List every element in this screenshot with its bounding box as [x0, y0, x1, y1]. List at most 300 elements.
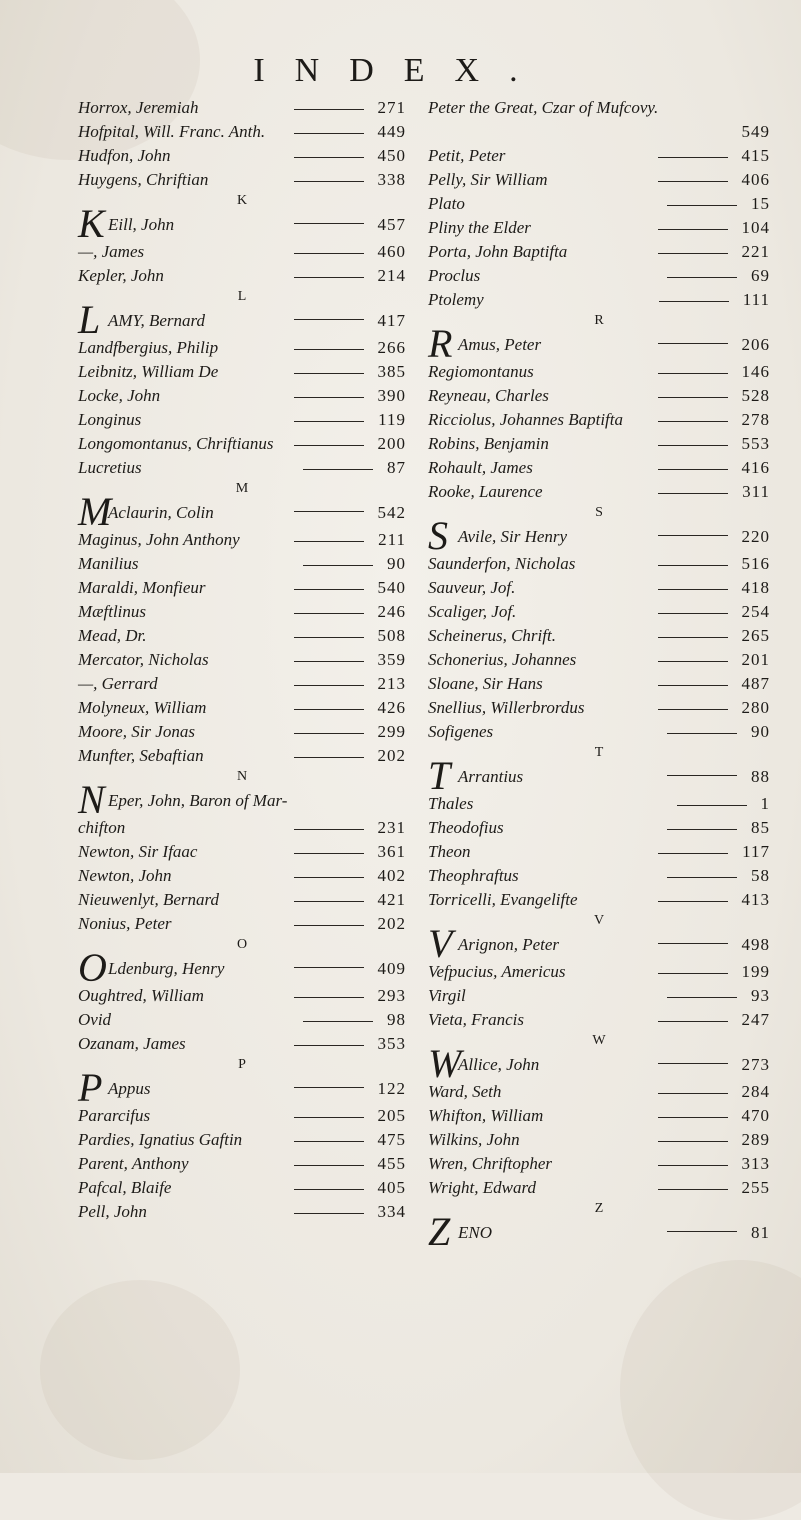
entry-text: Eill, John [108, 215, 175, 234]
entry-name [78, 816, 125, 840]
index-entry [78, 96, 406, 120]
leader-dash [658, 421, 728, 422]
leader-dash [658, 445, 728, 446]
entry-text: Robins, Benjamin [428, 434, 549, 453]
page-number: 390 [377, 386, 406, 405]
entry-text: Nieuwenlyt, Bernard [78, 890, 220, 909]
entry-name [78, 528, 240, 552]
entry-text: Horrox, Jeremiah [78, 98, 199, 117]
page-number: 284 [741, 1082, 770, 1101]
entry-name [428, 552, 575, 576]
leader-dash [294, 709, 364, 710]
entry-text: Munfter, Sebaftian [78, 746, 204, 765]
index-entry [428, 753, 770, 798]
page-number: 93 [751, 986, 770, 1005]
page-number: 254 [741, 602, 770, 621]
entry-name [428, 624, 556, 648]
entry-text: Ricciolus, Johannes Baptifta [428, 410, 623, 429]
leader-dash [294, 1165, 364, 1166]
entry-name [428, 384, 549, 408]
leader-dash [294, 589, 364, 590]
leader-dash [658, 397, 728, 398]
leader-dash [667, 733, 737, 734]
entry-text: Moore, Sir Jonas [78, 722, 195, 741]
index-entry [78, 264, 406, 288]
entry-text: Eper, John, Baron of Mar- [108, 791, 288, 810]
entry-name [78, 912, 172, 936]
index-entry [78, 576, 406, 600]
page-number: 273 [741, 1055, 770, 1074]
section-letter: Z [594, 1201, 604, 1216]
section-letter: K [236, 193, 248, 208]
entry-text: —, James [78, 242, 145, 261]
page-number: 265 [741, 626, 770, 645]
entry-text: Saunderfon, Nicholas [428, 554, 576, 573]
index-entry [78, 777, 406, 822]
entry-text: Peter the Great, Czar of Mufcovy. [428, 98, 659, 117]
left-index-column [78, 96, 406, 1224]
entry-name [78, 840, 197, 864]
entry-text: Ovid [78, 1010, 112, 1029]
index-entry [428, 432, 770, 456]
index-entry [428, 1152, 770, 1176]
page-number: 201 [741, 650, 770, 669]
index-entry [78, 600, 406, 624]
entry-name [428, 1008, 524, 1032]
page-number: 470 [741, 1106, 770, 1125]
entry-name [428, 888, 578, 912]
index-entry [78, 1200, 406, 1224]
index-entry [428, 480, 770, 504]
leader-dash [658, 157, 728, 158]
entry-name [78, 360, 218, 384]
page-number: 220 [741, 527, 770, 546]
entry-text: Allice, John [458, 1055, 540, 1074]
page-number: 146 [741, 362, 770, 381]
index-entry [428, 648, 770, 672]
section-letter: P [238, 1057, 246, 1072]
entry-text: Pelly, Sir William [428, 170, 548, 189]
index-entry [428, 960, 770, 984]
entry-text: Mæftlinus [78, 602, 147, 621]
drop-capital: M [78, 489, 112, 534]
entry-text: Pliny the Elder [428, 218, 531, 237]
index-entry [428, 552, 770, 576]
page-number: 255 [741, 1178, 770, 1197]
entry-name [428, 456, 533, 480]
leader-dash [658, 685, 728, 686]
section-letter: S [595, 505, 603, 520]
leader-dash [303, 469, 373, 470]
page-number: 359 [377, 650, 406, 669]
leader-dash [658, 613, 728, 614]
entry-text: Hudfon, John [78, 146, 171, 165]
drop-capital: L [78, 297, 101, 342]
leader-dash [294, 829, 364, 830]
index-entry [78, 456, 406, 480]
page-number: 542 [377, 503, 406, 522]
leader-dash [294, 133, 364, 134]
index-entry [428, 840, 770, 864]
entry-text: Scheinerus, Chrift. [428, 626, 556, 645]
entry-name [428, 840, 471, 864]
page-number: 98 [387, 1010, 406, 1029]
entry-text: Ptolemy [428, 290, 484, 309]
page-number: 104 [741, 218, 770, 237]
entry-name [428, 1152, 552, 1176]
index-entry [428, 1080, 770, 1104]
entry-name [78, 1008, 111, 1032]
leader-dash [658, 469, 728, 470]
entry-name [78, 168, 208, 192]
entry-text: Torricelli, Evangelifte [428, 890, 578, 909]
entry-name [78, 696, 206, 720]
page-number: 413 [741, 890, 770, 909]
leader-dash [294, 613, 364, 614]
page-title: INDEX. [253, 52, 548, 89]
entry-name [428, 360, 534, 384]
entry-text: Porta, John Baptifta [428, 242, 568, 261]
index-entry [78, 168, 406, 192]
index-entry [428, 624, 770, 648]
leader-dash [294, 511, 364, 512]
page-number: 299 [377, 722, 406, 741]
entry-text: Longomontanus, Chriftianus [78, 434, 274, 453]
drop-capital: S [428, 513, 448, 558]
leader-dash [659, 301, 729, 302]
page-number: 449 [377, 122, 406, 141]
index-entry [78, 144, 406, 168]
leader-dash [658, 1189, 728, 1190]
entry-name [428, 432, 549, 456]
leader-dash [667, 829, 737, 830]
page-number: 426 [377, 698, 406, 717]
index-entry [78, 360, 406, 384]
entry-name [78, 456, 142, 480]
index-entry [428, 144, 770, 168]
page-number: 247 [741, 1010, 770, 1029]
section-letter: W [592, 1033, 606, 1048]
entry-text: Wren, Chriftopher [428, 1154, 553, 1173]
page-number: 460 [377, 242, 406, 261]
entry-name [78, 744, 204, 768]
entry-name [78, 432, 274, 456]
leader-dash [294, 277, 364, 278]
index-entry [78, 1065, 406, 1110]
entry-name [78, 120, 265, 144]
leader-dash [294, 1213, 364, 1214]
entry-name [428, 513, 568, 558]
index-entry [78, 672, 406, 696]
page-number: 211 [378, 530, 406, 549]
index-entry [78, 840, 406, 864]
index-entry [428, 192, 770, 216]
index-entry [78, 648, 406, 672]
index-entry [428, 384, 770, 408]
page-number: 409 [377, 959, 406, 978]
entry-name [428, 192, 465, 216]
index-entry [428, 1209, 770, 1254]
page-number: 271 [377, 98, 406, 117]
drop-capital: R [428, 321, 453, 366]
drop-capital: N [78, 777, 105, 822]
entry-name [428, 1176, 536, 1200]
entry-text: Sloane, Sir Hans [428, 674, 543, 693]
entry-name [78, 888, 219, 912]
index-entry [78, 297, 406, 342]
leader-dash [294, 181, 364, 182]
entry-name [428, 720, 493, 744]
page-number: 417 [377, 311, 406, 330]
page-number: 293 [377, 986, 406, 1005]
leader-dash [294, 253, 364, 254]
section-letter: N [236, 769, 248, 784]
page-number: 405 [377, 1178, 406, 1197]
entry-name [428, 753, 524, 798]
section-letter: L [237, 289, 247, 304]
entry-name [428, 696, 584, 720]
entry-name [428, 168, 547, 192]
leader-dash [294, 685, 364, 686]
leader-dash [658, 343, 728, 344]
leader-dash [294, 853, 364, 854]
entry-name [428, 672, 543, 696]
entry-name [428, 576, 515, 600]
index-entry [78, 912, 406, 936]
page-number: 498 [741, 935, 770, 954]
leader-dash [658, 565, 728, 566]
entry-text: Plato [428, 194, 465, 213]
entry-text: Amus, Peter [458, 335, 542, 354]
entry-text: Pardies, Ignatius Gaftin [78, 1130, 243, 1149]
page-number: 353 [377, 1034, 406, 1053]
index-entry [428, 921, 770, 966]
page-number: 549 [741, 122, 770, 141]
leader-dash [294, 901, 364, 902]
leader-dash [658, 181, 728, 182]
entry-name [78, 201, 175, 246]
entry-text: Manilius [78, 554, 139, 573]
page-number: 311 [742, 482, 770, 501]
leader-dash [658, 493, 728, 494]
entry-name [78, 1176, 171, 1200]
leader-dash [294, 319, 364, 320]
page-number: 280 [741, 698, 770, 717]
entry-text: Pararcifus [78, 1106, 151, 1125]
leader-dash [658, 589, 728, 590]
index-entry [428, 456, 770, 480]
index-entry [78, 1152, 406, 1176]
entry-text: Pafcal, Blaife [78, 1178, 172, 1197]
leader-dash [294, 967, 364, 968]
index-entry [428, 1041, 770, 1086]
entry-text: Rohault, James [428, 458, 533, 477]
entry-text: Schonerius, Johannes [428, 650, 577, 669]
leader-dash [294, 1045, 364, 1046]
entry-name [78, 1104, 150, 1128]
entry-text: Snellius, Willerbrordus [428, 698, 585, 717]
leader-dash [294, 373, 364, 374]
entry-text: Huygens, Chriftian [78, 170, 209, 189]
leader-dash [658, 1117, 728, 1118]
page-number: 313 [741, 1154, 770, 1173]
index-entry [78, 720, 406, 744]
leader-dash [658, 253, 728, 254]
page-number: 200 [377, 434, 406, 453]
entry-name [428, 864, 519, 888]
entry-text: Sauveur, Jof. [428, 578, 516, 597]
leader-dash [667, 277, 737, 278]
leader-dash [294, 1117, 364, 1118]
leader-dash [658, 901, 728, 902]
leader-dash [294, 1087, 364, 1088]
entry-name [78, 984, 204, 1008]
index-entry [78, 864, 406, 888]
page-number: 361 [377, 842, 406, 861]
entry-text: Ozanam, James [78, 1034, 186, 1053]
entry-text: Theon [428, 842, 471, 861]
entry-name [78, 1065, 151, 1110]
page-number: 278 [741, 410, 770, 429]
leader-dash [658, 661, 728, 662]
index-entry [78, 489, 406, 534]
leader-dash [294, 109, 364, 110]
entry-name [78, 672, 158, 696]
entry-name [428, 1209, 492, 1254]
entry-text: Landfbergius, Philip [78, 338, 219, 357]
page-number: 475 [377, 1130, 406, 1149]
index-entry [78, 408, 406, 432]
entry-name [428, 96, 658, 120]
entry-text: Appus [108, 1079, 151, 1098]
page-number: 205 [377, 1106, 406, 1125]
entry-text: Wilkins, John [428, 1130, 520, 1149]
drop-capital: T [428, 753, 451, 798]
leader-dash [658, 1021, 728, 1022]
entry-text: Arignon, Peter [458, 935, 560, 954]
index-entry [78, 336, 406, 360]
index-entry [428, 696, 770, 720]
index-entry [78, 816, 406, 840]
leader-dash [303, 565, 373, 566]
page-number: 202 [377, 746, 406, 765]
page-number: 85 [751, 818, 770, 837]
section-letter: M [235, 481, 249, 496]
page-number: 406 [741, 170, 770, 189]
entry-text: Arrantius [458, 767, 524, 786]
index-entry [78, 1128, 406, 1152]
index-entry [78, 528, 406, 552]
leader-dash [667, 997, 737, 998]
leader-dash [294, 637, 364, 638]
entry-name [78, 720, 195, 744]
page-number: 402 [377, 866, 406, 885]
page-number: 213 [377, 674, 406, 693]
entry-text: Whifton, William [428, 1106, 544, 1125]
index-entry [78, 201, 406, 246]
entry-name [78, 297, 205, 342]
entry-name [78, 144, 171, 168]
leader-dash [294, 925, 364, 926]
page-number: 266 [377, 338, 406, 357]
entry-text: chifton [78, 818, 126, 837]
leader-dash [658, 709, 728, 710]
entry-text: Molyneux, William [78, 698, 207, 717]
page-number: 87 [387, 458, 406, 477]
entry-name [428, 1041, 540, 1086]
entry-text: Wright, Edward [428, 1178, 536, 1197]
entry-name [78, 336, 218, 360]
index-entry [428, 288, 770, 312]
entry-text: Leibnitz, William De [78, 362, 219, 381]
entry-text: Nonius, Peter [78, 914, 172, 933]
page-number: 455 [377, 1154, 406, 1173]
index-entry [428, 600, 770, 624]
entry-text: ENO [458, 1223, 492, 1242]
paper-stain [620, 1260, 801, 1520]
page-number: 122 [377, 1079, 406, 1098]
page-number: 58 [751, 866, 770, 885]
leader-dash [294, 397, 364, 398]
paper-stain [40, 1280, 240, 1460]
leader-dash [294, 541, 364, 542]
entry-name [78, 1032, 186, 1056]
index-entry [428, 168, 770, 192]
index-entry [78, 1008, 406, 1032]
page-number: 246 [377, 602, 406, 621]
drop-capital: V [428, 921, 453, 966]
index-entry [78, 552, 406, 576]
entry-text: Maraldi, Monfieur [78, 578, 206, 597]
index-entry [78, 1176, 406, 1200]
entry-name [428, 144, 505, 168]
leader-dash [294, 445, 364, 446]
page-number: 418 [741, 578, 770, 597]
index-entry [428, 240, 770, 264]
index-entry [428, 360, 770, 384]
index-entry [78, 945, 406, 990]
drop-capital: P [78, 1065, 103, 1110]
page-number: 487 [741, 674, 770, 693]
entry-text: Kepler, John [78, 266, 164, 285]
page-number: 88 [751, 767, 770, 786]
page-number: 415 [741, 146, 770, 165]
entry-text: Lucretius [78, 458, 142, 477]
entry-name [428, 1104, 543, 1128]
entry-name [78, 552, 138, 576]
leader-dash [294, 421, 364, 422]
leader-dash [294, 877, 364, 878]
leader-dash [294, 157, 364, 158]
index-entry [428, 888, 770, 912]
index-entry [78, 1032, 406, 1056]
drop-capital: K [78, 201, 105, 246]
entry-name [428, 600, 516, 624]
page-number: 111 [742, 290, 770, 309]
entry-text: Theodofius [428, 818, 504, 837]
entry-name [78, 240, 144, 264]
entry-text: Oughtred, William [78, 986, 204, 1005]
leader-dash [658, 229, 728, 230]
entry-name [78, 1152, 188, 1176]
entry-name [78, 1128, 242, 1152]
index-entry [428, 264, 770, 288]
entry-name [428, 921, 560, 966]
entry-text: Vieta, Francis [428, 1010, 524, 1029]
section-letter: T [594, 745, 604, 760]
index-entry [428, 720, 770, 744]
page-number: 338 [377, 170, 406, 189]
